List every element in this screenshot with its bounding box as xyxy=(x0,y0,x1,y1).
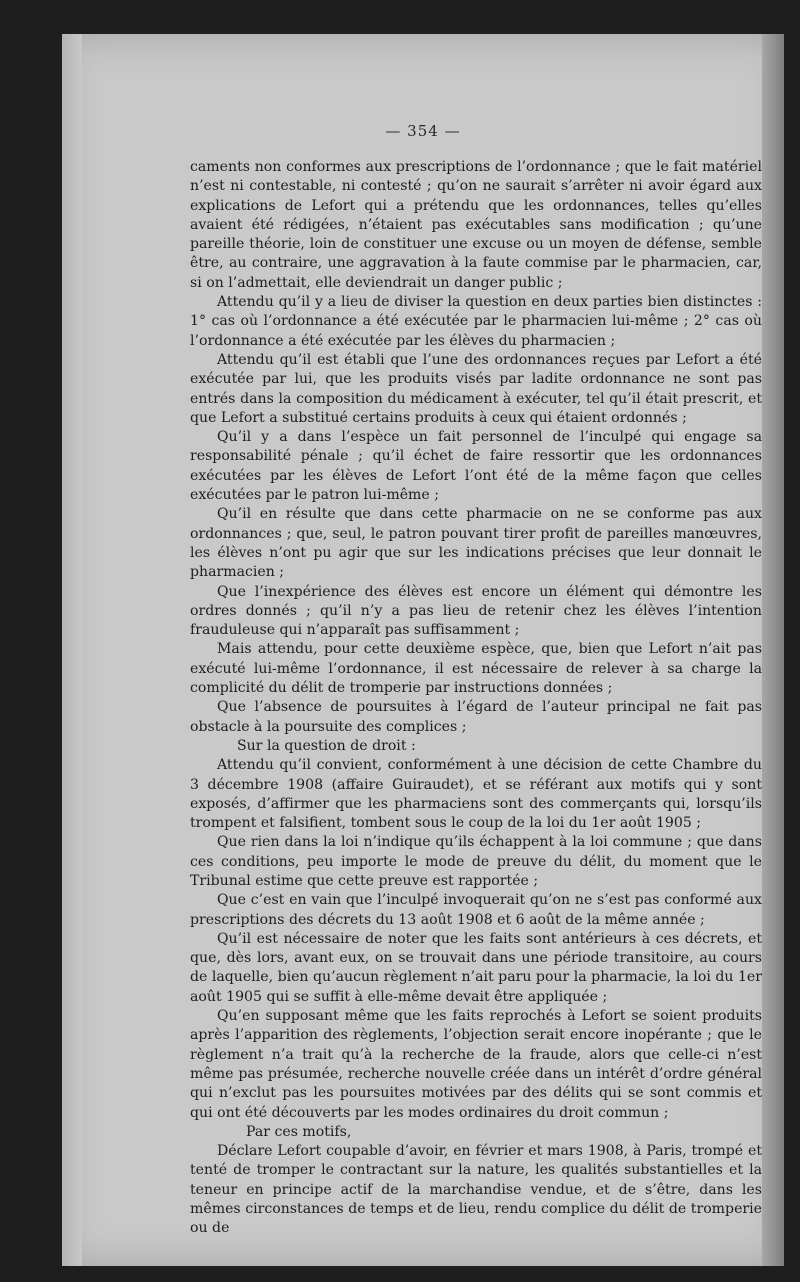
paragraph: Que l’inexpérience des élèves est encore un élément qui démontre les ordres donnés ; qu’il n’y a pas lieu de retenir chez les élèves l’intention frauduleuse qui n’apparaît pas suffisamment ; xyxy=(190,583,762,639)
paragraph: Mais attendu, pour cette deuxième espèce, que, bien que Lefort n’ait pas exécuté lui-même l’ordonnance, il est nécessaire de relever à sa charge la complicité du délit de tromperie par instructions données ; xyxy=(190,641,762,697)
paragraph: Qu’il est nécessaire de noter que les faits sont antérieurs à ces décrets, et que, dès lors, avant eux, on se trouvait dans une période transitoire, au cours de laquelle, bien qu’aucun règlement n’ait paru pour la pharmacie, la loi du 1er août 1905 qui se suffit à elle-même devait être appliquée ; xyxy=(190,930,762,1005)
section-heading: Par ces motifs, xyxy=(246,1123,352,1140)
paragraph: Attendu qu’il est établi que l’une des ordonnances reçues par Lefort a été exécutée par lui, que les produits visés par ladite ordonnance ne sont pas entrés dans la composition du médicament à exécuter, tel qu’il était prescrit, et que Lefort a substitué certains produits à ceux qui étaient ordonnés ; xyxy=(190,351,762,426)
book-spine-edge xyxy=(762,34,784,1266)
page-number: — 354 — xyxy=(385,122,461,140)
paragraph: caments non conformes aux prescriptions de l’ordonnance ; que le fait matériel n’est ni contestable, ni contesté ; qu’on ne saurait s’arrêter ni avoir égard aux explications de Lefort qui a prétendu que les ordonnances, telles qu’elles avaient été rédigées, n’étaient pas exécutables sans modification ; qu’une pareille théorie, loin de constituer une excuse ou un moyen de défense, semble être, au contraire, une aggravation à la faute commise par le pharmacien, car, si on l’admettait, elle deviendrait un danger public ; xyxy=(190,159,762,291)
section-heading: Sur la question de droit : xyxy=(237,737,416,754)
paragraph: Attendu qu’il y a lieu de diviser la question en deux parties bien distinctes : 1° cas où l’ordonnance a été exécutée par le pharmacien lui-même ; 2° cas où l’ordonnance a été exécutée par les élèves du pharmacien ; xyxy=(190,294,762,349)
paragraph: Attendu qu’il convient, conformément à une décision de cette Chambre du 3 décembre 1908 (affaire Guiraudet), et se référant aux motifs qui y sont exposés, d’affirmer que les pharmaciens sont des commerçants qui, lorsqu’ils trompent et falsifient, tombent sous le coup de la loi du 1er août 1905 ; xyxy=(190,757,762,832)
paragraph: Que rien dans la loi n’indique qu’ils échappent à la loi commune ; que dans ces conditions, peu importe le mode de preuve du délit, du moment que le Tribunal estime que cette preuve est rapportée ; xyxy=(190,834,762,889)
paragraph: Qu’en supposant même que les faits reprochés à Lefort se soient produits après l’apparition des règlements, l’objection serait encore inopérante ; que le règlement n’a trait qu’à la recherche de la fraude, alors que celle-ci n’est même pas présumée, recherche nouvelle créée dans un intérêt d’ordre général qui n’exclut pas les poursuites motivées par des délits qui se sont commis et qui ont été découverts par les modes ordinaires du droit commun ; xyxy=(190,1008,762,1121)
paragraph: Qu’il en résulte que dans cette pharmacie on ne se conforme pas aux ordonnances ; que, seul, le patron pouvant tirer profit de pareilles manœuvres, les élèves n’ont pu agir que sur les indications précises que leur donnait le pharmacien ; xyxy=(190,506,762,581)
body-text xyxy=(190,158,762,1239)
paragraph: Que l’absence de poursuites à l’égard de l’auteur principal ne fait pas obstacle à la poursuite des complices ; xyxy=(190,699,762,735)
paragraph: Déclare Lefort coupable d’avoir, en février et mars 1908, à Paris, trompé et tenté de tromper le contractant sur la nature, les qualités substantielles et la teneur en principe actif de la marchandise vendue, et de s’être, dans les mêmes circonstances de temps et de lieu, rendu complice du délit de tromperie ou de xyxy=(190,1143,762,1237)
paragraph: Que c’est en vain que l’inculpé invoquerait qu’on ne s’est pas conformé aux prescriptions des décrets du 13 août 1908 et 6 août de la même année ; xyxy=(190,892,762,928)
page-gutter-shadow xyxy=(62,34,82,1266)
paragraph: Qu’il y a dans l’espèce un fait personnel de l’inculpé qui engage sa responsabilité pénale ; qu’il échet de faire ressortir que les ordonnances exécutées par les élèves de Lefort l’ont été de la même façon que celles exécutées par le patron lui-même ; xyxy=(190,429,762,504)
scanned-page xyxy=(62,34,784,1266)
